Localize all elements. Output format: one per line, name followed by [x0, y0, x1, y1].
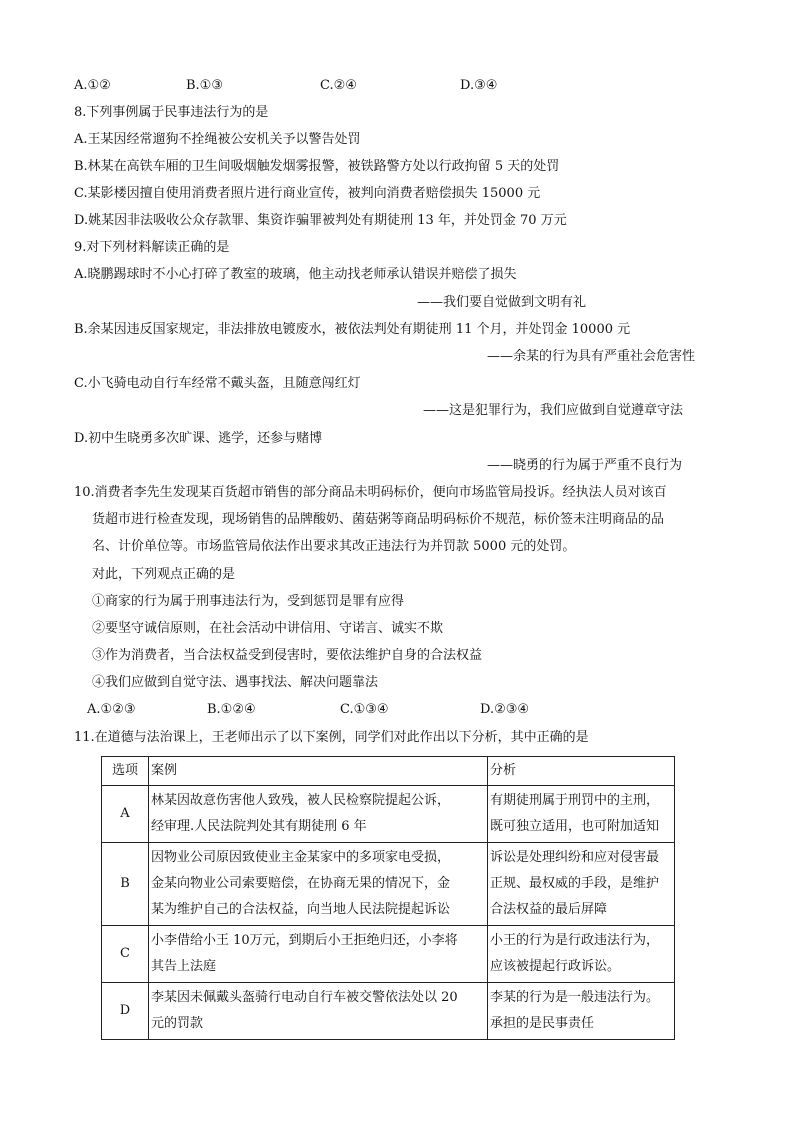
q10-option-d: D.②③④ [480, 702, 530, 717]
q7-option-b: B.①③ [186, 78, 223, 93]
analysis-line: 应该被提起行政诉讼。 [490, 959, 621, 974]
q10-statement-3: ③作为消费者，当合法权益受到侵害时，要依法维护自身的合法权益 [92, 648, 483, 663]
q10-statement-4: ④我们应做到自觉守法、遇事找法、解决问题靠法 [92, 675, 379, 690]
case-line: 小李借给小王 10万元，到期后小王拒绝归还，小李将 [151, 933, 458, 948]
q7-option-c: C.②④ [320, 78, 357, 93]
table-row [102, 843, 675, 926]
row-option-label: A [102, 786, 149, 843]
q9-option-a-comment: ——我们要自觉做到文明有礼 [417, 295, 587, 310]
q9-option-a: A.晓鹏踢球时不小心打碎了教室的玻璃，他主动找老师承认错误并赔偿了损失 [74, 267, 517, 282]
row-analysis [488, 786, 675, 843]
q10-option-b: B.①②④ [207, 702, 256, 717]
row-analysis [488, 926, 675, 983]
header-option: 选项 [102, 757, 149, 786]
table-header-row [102, 757, 675, 786]
row-case [149, 843, 488, 926]
q10-stem-line-4: 对此，下列观点正确的是 [92, 567, 236, 582]
q10-option-c: C.①③④ [340, 702, 389, 717]
table-row [102, 926, 675, 983]
q9-option-b: B.余某因违反国家规定，非法排放电镀废水，被依法判处有期徒刑 11 个月，并处罚金 10000 元 [74, 322, 631, 337]
analysis-line: 合法权益的最后屏障 [490, 902, 608, 917]
row-option-label: B [102, 843, 149, 926]
q9-option-d: D.初中生晓勇多次旷课、逃学，还参与赌博 [74, 431, 323, 446]
case-line: 某为维护自己的合法权益，向当地人民法院提起诉讼 [151, 902, 451, 917]
row-case [149, 983, 488, 1040]
q11-case-table [101, 756, 675, 1040]
table-row [102, 786, 675, 843]
row-case [149, 786, 488, 843]
q9-option-c-comment: ——这是犯罪行为，我们应做到自觉遵章守法 [423, 403, 684, 418]
analysis-line: 有期徒刑属于刑罚中的主刑， [490, 793, 660, 808]
q9-option-b-comment: ——余某的行为具有严重社会危害性 [487, 349, 696, 364]
q11-stem: 11.在道德与法治课上，王老师出示了以下案例，同学们对此作出以下分析，其中正确的是 [74, 730, 589, 745]
q8-option-b: B.林某在高铁车厢的卫生间吸烟触发烟雾报警，被铁路警方处以行政拘留 5 天的处罚 [74, 159, 560, 174]
q10-statement-1: ①商家的行为属于刑事违法行为，受到惩罚是罪有应得 [92, 594, 405, 609]
q8-option-c: C.某影楼因擅自使用消费者照片进行商业宣传，被判向消费者赔偿损失 15000 元 [74, 186, 541, 201]
q10-statement-2: ②要坚守诚信原则，在社会活动中讲信用、守诺言、诚实不欺 [92, 621, 444, 636]
q8-stem: 8.下列事例属于民事违法行为的是 [74, 105, 269, 120]
q10-option-a: A.①②③ [87, 702, 136, 717]
case-line: 金某向物业公司索要赔偿，在协商无果的情况下，金 [151, 876, 451, 891]
q10-stem-line-3: 名、计价单位等。市场监管局依法作出要求其改正违法行为并罚款 5000 元的处罚。 [92, 539, 576, 554]
analysis-line: 承担的是民事责任 [490, 1016, 595, 1031]
q7-option-d: D.③④ [460, 78, 498, 93]
analysis-line: 诉讼是处理纠纷和应对侵害最 [490, 850, 660, 865]
row-analysis [488, 843, 675, 926]
header-analysis: 分析 [488, 757, 675, 786]
table-row [102, 983, 675, 1040]
row-analysis [488, 983, 675, 1040]
analysis-line: 小王的行为是行政违法行为， [490, 933, 660, 948]
header-case: 案例 [149, 757, 488, 786]
row-case [149, 926, 488, 983]
case-line: 林某因故意伤害他人致残，被人民检察院提起公诉， [151, 793, 451, 808]
q10-stem-line-1: 10.消费者李先生发现某百货超市销售的部分商品未明码标价，便向市场监管局投诉。经执法人员对该百 [74, 485, 667, 500]
case-line: 因物业公司原因致使业主金某家中的多项家电受损， [151, 850, 451, 865]
analysis-line: 李某的行为是一般违法行为。 [490, 990, 660, 1005]
q9-option-d-comment: ——晓勇的行为属于严重不良行为 [487, 458, 683, 473]
row-option-label: D [102, 983, 149, 1040]
q8-option-a: A.王某因经常遛狗不拴绳被公安机关予以警告处罚 [74, 132, 361, 147]
q9-stem: 9.对下列材料解读正确的是 [74, 240, 230, 255]
q7-option-a: A.①② [74, 78, 111, 93]
analysis-line: 既可独立适用，也可附加适知 [490, 819, 660, 834]
q8-option-d: D.姚某因非法吸收公众存款罪、集资诈骗罪被判处有期徒刑 13 年，并处罚金 70 万元 [74, 213, 567, 228]
case-line: 元的罚款 [151, 1016, 204, 1031]
analysis-line: 正规、最权威的手段，是维护 [490, 876, 660, 891]
case-line: 其告上法庭 [151, 959, 217, 974]
case-line: 李某因未佩戴头盔骑行电动自行车被交警依法处以 20 [151, 990, 458, 1005]
q9-option-c: C.小飞骑电动自行车经常不戴头盔，且随意闯红灯 [74, 376, 361, 391]
row-option-label: C [102, 926, 149, 983]
q10-stem-line-2: 货超市进行检查发现，现场销售的品牌酸奶、菌菇粥等商品明码标价不规范，标价签未注明商品的品 [92, 512, 665, 527]
case-line: 经审理.人民法院判处其有期徒刑 6 年 [151, 819, 367, 834]
